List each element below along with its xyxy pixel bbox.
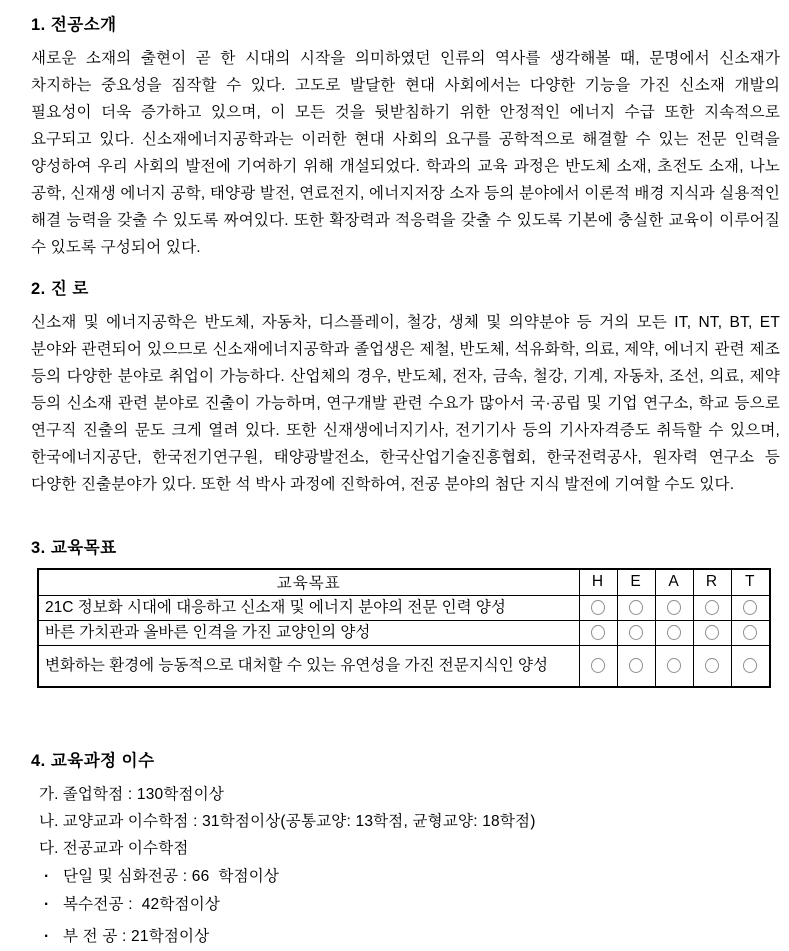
goals-heading: 3. 교육목표 (31, 539, 117, 557)
mark-cell (655, 620, 693, 645)
curriculum-sub-items (31, 863, 780, 951)
goals-table-header-row (38, 569, 770, 595)
mark-cell (731, 645, 770, 687)
mark-cell (579, 595, 617, 620)
circle-mark-icon (629, 600, 643, 615)
goals-header-r: R (693, 569, 731, 595)
mark-cell (617, 595, 655, 620)
circle-mark-icon (591, 658, 605, 673)
goals-table-row (38, 620, 770, 645)
bullet-dot-icon: · (44, 896, 50, 913)
goal-text: 바른 가치관과 올바른 인격을 가진 교양인의 양성 (38, 620, 579, 645)
goals-header-h: H (579, 569, 617, 595)
mark-cell (655, 595, 693, 620)
career-heading: 2. 진 로 (31, 280, 89, 298)
item-number: 나. (39, 813, 59, 830)
circle-mark-icon (667, 658, 681, 673)
sub-item-text: 복수전공 : 42학점이상 (63, 896, 221, 913)
intro-paragraph: 새로운 소재의 출현이 곧 한 시대의 시작을 의미하였던 인류의 역사를 생각해볼 때, 문명에서 신소재가 차지하는 중요성을 짐작할 수 있다. 고도로 발달한 현대 사회에서는 다양한 기능을 가진 신소재 개발의 필요성이 더욱 증가하고 있으며, 이 모든 것을 뒷받침하기 위한 안정적인 에너지 수급 또한 지속적으로 요구되고 있다. 신소재에너지공학과는 이러한 현대 사회의 요구를 공학적으로 해결할 수 있는 전문 인력을 양성하여 우리 사회의 발전에 기여하기 위해 개설되었다. 학과의 교육 과정은 반도체 소재, 초전도 소재, 나노 공학, 신재생 에너지 공학, 태양광 발전, 연료전지, 에너지저장 소자 등의 분야에서 이론적 배경 지식과 실용적인 해결 능력을 갖출 수 있도록 짜여있다. 또한 확장력과 적응력을 갖출 수 있도록 기본에 충실한 교육이 이루어질 수 있도록 구성되어 있다. (31, 50, 780, 256)
circle-mark-icon (629, 658, 643, 673)
circle-mark-icon (705, 600, 719, 615)
goal-text: 변화하는 환경에 능동적으로 대처할 수 있는 유연성을 가진 전문지식인 양성 (38, 645, 579, 687)
circle-mark-icon (743, 600, 757, 615)
sub-item-text: 부 전 공 : 21학점이상 (63, 928, 210, 945)
mark-cell (579, 645, 617, 687)
education-goals-table (37, 568, 771, 688)
item-text: 교양교과 이수학점 : 31학점이상(공통교양: 13학점, 균형교양: 18학점) (62, 813, 536, 830)
mark-cell (617, 620, 655, 645)
item-text: 전공교과 이수학점 (62, 840, 189, 857)
curriculum-item-major (31, 835, 780, 862)
sub-item-single-major (31, 863, 780, 891)
circle-mark-icon (743, 625, 757, 640)
curriculum-item-graduation (31, 781, 780, 808)
circle-mark-icon (629, 625, 643, 640)
sub-item-text: 단일 및 심화전공 : 66 학점이상 (63, 868, 280, 885)
mark-cell (617, 645, 655, 687)
mark-cell (693, 645, 731, 687)
mark-cell (579, 620, 617, 645)
intro-heading: 1. 전공소개 (31, 16, 117, 34)
mark-cell (693, 620, 731, 645)
goals-header-objective: 교육목표 (38, 569, 579, 595)
goals-table-row (38, 595, 770, 620)
item-number: 가. (39, 786, 59, 803)
bullet-dot-icon: · (44, 928, 50, 945)
circle-mark-icon (591, 600, 605, 615)
curriculum-heading: 4. 교육과정 이수 (31, 752, 155, 770)
mark-cell (655, 645, 693, 687)
circle-mark-icon (591, 625, 605, 640)
goals-table-row (38, 645, 770, 687)
circle-mark-icon (705, 658, 719, 673)
mark-cell (731, 595, 770, 620)
circle-mark-icon (667, 600, 681, 615)
goals-header-t: T (731, 569, 770, 595)
circle-mark-icon (743, 658, 757, 673)
goals-header-e: E (617, 569, 655, 595)
circle-mark-icon (667, 625, 681, 640)
bullet-dot-icon: · (44, 868, 50, 885)
sub-item-double-major (31, 891, 780, 919)
curriculum-item-liberal-arts (31, 808, 780, 835)
goal-text: 21C 정보화 시대에 대응하고 신소재 및 에너지 분야의 전문 인력 양성 (38, 595, 579, 620)
career-paragraph: 신소재 및 에너지공학은 반도체, 자동차, 디스플레이, 철강, 생체 및 의약분야 등 거의 모든 IT, NT, BT, ET 분야와 관련되어 있으므로 신소재에너지공학과 졸업생은 제철, 반도체, 석유화학, 의료, 제약, 에너지 관련 제조 등의 다양한 분야로 취업이 가능하다. 산업체의 경우, 반도체, 전자, 금속, 철강, 기계, 자동차, 조선, 의료, 제약 등의 신소재 관련 분야로 진출이 가능하며, 연구개발 관련 수요가 많아서 국·공립 및 기업 연구소, 학교 등으로 연구직 진출의 문도 크게 열려 있다. 또한 신재생에너지기사, 전기기사 등의 기사자격증도 취득할 수 있으며, 한국에너지공단, 한국전기연구원, 태양광발전소, 한국산업기술진흥협회, 한국전력공사, 원자력 연구소 등 다양한 진출분야가 있다. 또한 석 박사 과정에 진학하여, 전공 분야의 첨단 지식 발전에 기여할 수도 있다. (31, 314, 780, 493)
item-number: 다. (39, 840, 59, 857)
circle-mark-icon (705, 625, 719, 640)
item-text: 졸업학점 : 130학점이상 (62, 786, 225, 803)
mark-cell (731, 620, 770, 645)
sub-item-minor (31, 923, 780, 951)
mark-cell (693, 595, 731, 620)
curriculum-items (31, 781, 780, 862)
goals-header-a: A (655, 569, 693, 595)
